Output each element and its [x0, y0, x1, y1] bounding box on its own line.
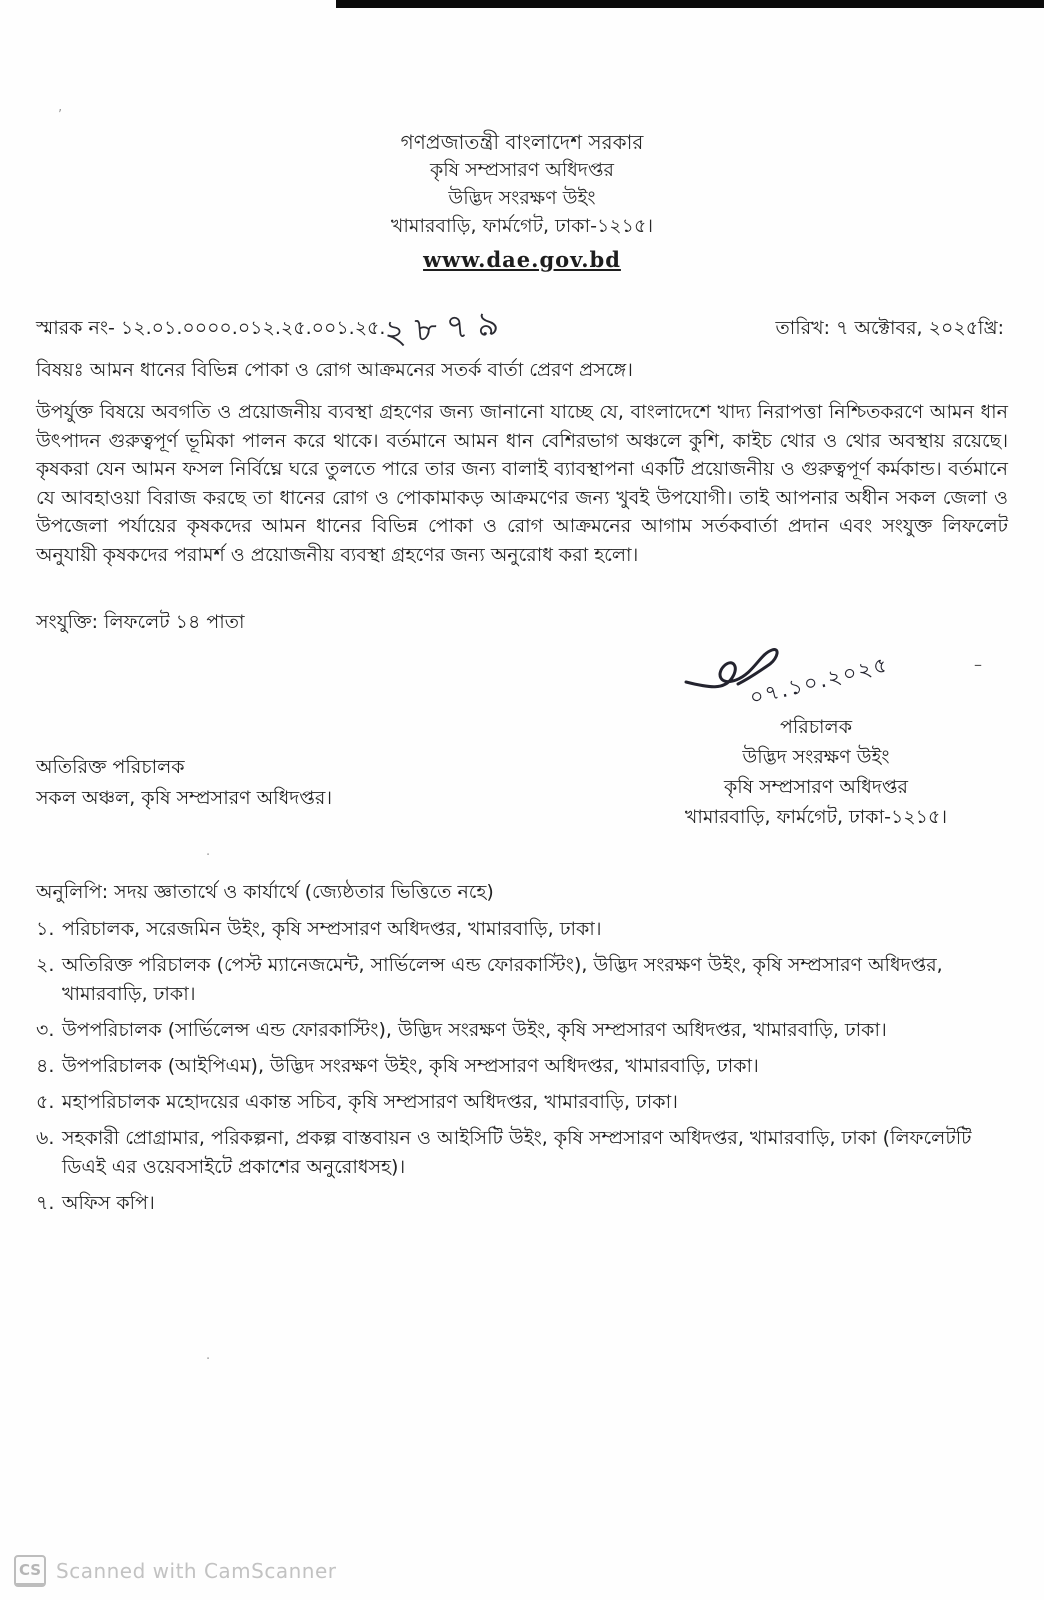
gov-name: গণপ্রজাতন্ত্রী বাংলাদেশ সরকার — [400, 130, 644, 154]
cc-item-number: ৭. — [36, 1192, 55, 1214]
signature-date: ০৭.১০.২০২৫ — [747, 652, 892, 710]
scan-speck: – — [974, 655, 982, 674]
cc-item — [36, 951, 1012, 1009]
memo-number-handwritten: ২৮৭৯ — [382, 302, 510, 354]
cc-heading: অনুলিপি: সদয় জ্ঞাতার্থে ও কার্যার্থে (জ্যেষ্ঠতার ভিত্তিতে নহে) — [36, 881, 494, 903]
signer-wing: উদ্ভিদ সংরক্ষণ উইং — [742, 746, 890, 768]
scan-speck: · — [206, 1352, 211, 1367]
camscanner-watermark — [14, 1556, 336, 1586]
body-paragraph: উপর্যুক্ত বিষয়ে অবগতি ও প্রয়োজনীয় ব্যবস্থা গ্রহণের জন্য জানানো যাচ্ছে যে, বাংলাদেশে খাদ্য নিরাপত্তা নিশ্চিতকরণে আমন ধান উৎপাদন গুরুত্বপূর্ণ ভূমিকা পালন করে থাকে। বর্তমানে আমন ধান বেশিরভাগ অঞ্চলে কুশি, কাইচ থোর ও থোর অবস্থায় রয়েছে। কৃষকরা যেন আমন ফসল নির্বিঘ্নে ঘরে তুলতে পারে তার জন্য বালাই ব্যাবস্থাপনা একটি প্রয়োজনীয় ও গুরুত্বপূর্ণ কর্মকান্ড। বর্তমানে যে আবহাওয়া বিরাজ করছে তা ধানের রোগ ও পোকামাকড় আক্রমণের জন্য খুবই উপযোগী। তাই আপনার অধীন সকল জেলা ও উপজেলা পর্যায়ের কৃষকদের আমন ধানের বিভিন্ন পোকা ও রোগ আক্রমনের আগাম সর্তকবার্তা প্রদান এবং সংযুক্ত লিফলেট অনুযায়ী কৃষকদের পরামর্শ ও প্রয়োজনীয় ব্যবস্থা গ্রহণের জন্য অনুরোধ করা হলো। — [36, 401, 1008, 566]
cc-item-text: অফিস কপি। — [62, 1192, 155, 1214]
cc-item-number: ২. — [36, 954, 55, 976]
cc-item-text: সহকারী প্রোগ্রামার, পরিকল্পনা, প্রকল্প বাস্তবায়ন ও আইসিটি উইং, কৃষি সম্প্রসারণ অধিদপ্তর, খামারবাড়ি, ঢাকা (লিফলেটটি ডিএই এর ওয়েবসাইটে প্রকাশের অনুরোধসহ)। — [62, 1127, 972, 1178]
cc-item-text: পরিচালক, সরেজমিন উইং, কৃষি সম্প্রসারণ অধিদপ্তর, খামারবাড়ি, ঢাকা। — [62, 918, 602, 940]
letter-date: তারিখ: ৭ অক্টোবর, ২০২৫খ্রি: — [775, 317, 1004, 339]
subject-line: বিষয়ঃ আমন ধানের বিভিন্ন পোকা ও রোগ আক্রমনের সতর্ক বার্তা প্রেরণ প্রসঙ্গে। — [36, 359, 633, 381]
office-address: খামারবাড়ি, ফার্মগেট, ঢাকা-১২১৫। — [390, 215, 654, 237]
cc-item — [36, 1189, 1012, 1218]
cc-item — [36, 1088, 1012, 1117]
cc-item-number: ৬. — [36, 1127, 55, 1149]
memo-date-row — [36, 302, 1008, 354]
department-name: কৃষি সম্প্রসারণ অধিদপ্তর — [430, 159, 614, 181]
signature-area — [620, 640, 1012, 712]
cc-item-text: মহাপরিচালক মহোদয়ের একান্ত সচিব, কৃষি সম্প্রসারণ অধিদপ্তর, খামারবাড়ি, ঢাকা। — [62, 1091, 678, 1113]
wing-name: উদ্ভিদ সংরক্ষণ উইং — [448, 187, 596, 209]
cc-item-text: উপপরিচালক (সার্ভিলেন্স এন্ড ফোরকাস্টিং), উদ্ভিদ সংরক্ষণ উইং, কৃষি সম্প্রসারণ অধিদপ্তর, খামারবাড়ি, ঢাকা। — [62, 1019, 887, 1041]
letterhead — [0, 128, 1044, 275]
attachment-note: সংযুক্তি: লিফলেট ১৪ পাতা — [36, 611, 245, 633]
signer-title: পরিচালক — [780, 716, 852, 738]
signature-block — [620, 640, 1012, 832]
website-link[interactable]: www.dae.gov.bd — [423, 247, 621, 272]
signer-address: খামারবাড়ি, ফার্মগেট, ঢাকা-১২১৫। — [684, 806, 948, 828]
cc-list — [36, 915, 1012, 1218]
cc-item-text: অতিরিক্ত পরিচালক (পেস্ট ম্যানেজমেন্ট, সার্ভিলেন্স এন্ড ফোরকাস্টিং), উদ্ভিদ সংরক্ষণ উইং, কৃষি সম্প্রসারণ অধিদপ্তর, খামারবাড়ি, ঢাকা। — [62, 954, 943, 1005]
scan-speck: ’ — [58, 108, 63, 123]
cc-item-text: উপপরিচালক (আইপিএম), উদ্ভিদ সংরক্ষণ উইং, কৃষি সম্প্রসারণ অধিদপ্তর, খামারবাড়ি, ঢাকা। — [62, 1055, 759, 1077]
signer-department: কৃষি সম্প্রসারণ অধিদপ্তর — [724, 776, 908, 798]
recipient-title: অতিরিক্ত পরিচালক — [36, 756, 185, 778]
memo-number: স্মারক নং- ১২.০১.০০০০.০১২.২৫.০০১.২৫. — [36, 317, 386, 339]
recipient-org: সকল অঞ্চল, কৃষি সম্প্রসারণ অধিদপ্তর। — [36, 787, 333, 809]
cc-item — [36, 1016, 1012, 1045]
scan-speck: · — [206, 848, 211, 863]
camscanner-watermark-text: Scanned with CamScanner — [56, 1559, 337, 1583]
cc-item-number: ৪. — [36, 1055, 55, 1077]
cc-item — [36, 1052, 1012, 1081]
cc-item-number: ১. — [36, 918, 55, 940]
cc-section — [36, 878, 1012, 1225]
recipient-block — [36, 752, 332, 814]
cc-item-number: ৩. — [36, 1019, 55, 1041]
scan-edge-artifact — [336, 0, 1044, 8]
cc-item-number: ৫. — [36, 1091, 55, 1113]
camscanner-logo-icon: CS — [14, 1555, 46, 1587]
cc-item — [36, 1124, 1012, 1182]
cc-item — [36, 915, 1012, 944]
